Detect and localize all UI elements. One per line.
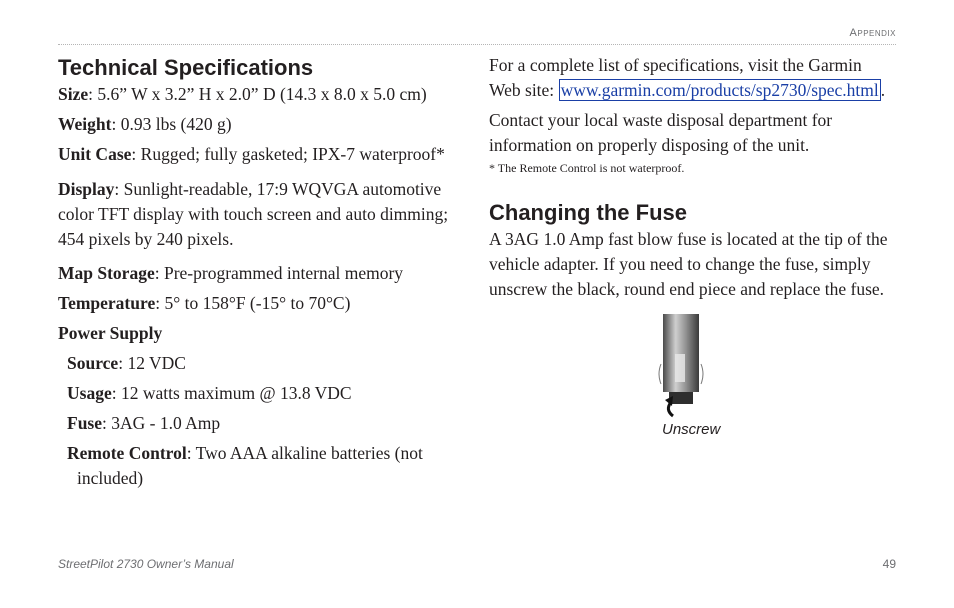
- disposal-paragraph: Contact your local waste disposal department for information on properly disposing of the unit.: [489, 110, 833, 155]
- manual-title-footer: StreetPilot 2730 Owner’s Manual: [58, 557, 234, 571]
- section-label: Appendix: [849, 27, 896, 39]
- page-number: 49: [882, 557, 896, 571]
- spec-size: Size: 5.6” W x 3.2” H x 2.0” D (14.3 x 8.0 x 5.0 cm): [58, 84, 427, 104]
- spec-unit-case: Unit Case: Rugged; fully gasketed; IPX-7 waterproof*: [58, 144, 445, 164]
- figure-caption: Unscrew: [662, 421, 721, 438]
- garmin-spec-link[interactable]: www.garmin.com/products/sp2730/spec.html: [560, 80, 879, 100]
- spec-temperature: Temperature: 5° to 158°F (-15° to 70°C): [58, 293, 351, 313]
- spec-map-storage: Map Storage: Pre-programmed internal memory: [58, 263, 404, 283]
- specs-paragraph: For a complete list of specifications, visit the Garmin Web site: www.garmin.com/products/sp2730/spec.html .: [489, 55, 886, 100]
- spec-fuse: Fuse: 3AG - 1.0 Amp: [67, 413, 221, 433]
- vehicle-adapter-figure: [655, 314, 715, 424]
- changing-fuse-heading: Changing the Fuse: [489, 200, 687, 225]
- technical-specifications-heading: Technical Specifications: [58, 55, 314, 80]
- spec-remote-control: Remote Control: Two AAA alkaline batteries (not included): [67, 443, 423, 488]
- fuse-paragraph: A 3AG 1.0 Amp fast blow fuse is located at the tip of the vehicle adapter. If you need to change the fuse, simply unscrew the black, round end piece and replace the fuse.: [489, 229, 888, 299]
- spec-usage: Usage: 12 watts maximum @ 13.8 VDC: [67, 383, 352, 403]
- spec-source: Source: 12 VDC: [67, 353, 186, 373]
- spec-weight: Weight: 0.93 lbs (420 g): [58, 114, 232, 134]
- spec-display: Display: Sunlight-readable, 17:9 WQVGA automotive color TFT display with touch screen and auto dimming; 454 pixels by 240 pixels.: [58, 179, 449, 249]
- header-rule: [58, 44, 896, 45]
- waterproof-footnote: * The Remote Control is not waterproof.: [489, 161, 685, 175]
- spec-power-supply: Power Supply: [58, 323, 163, 343]
